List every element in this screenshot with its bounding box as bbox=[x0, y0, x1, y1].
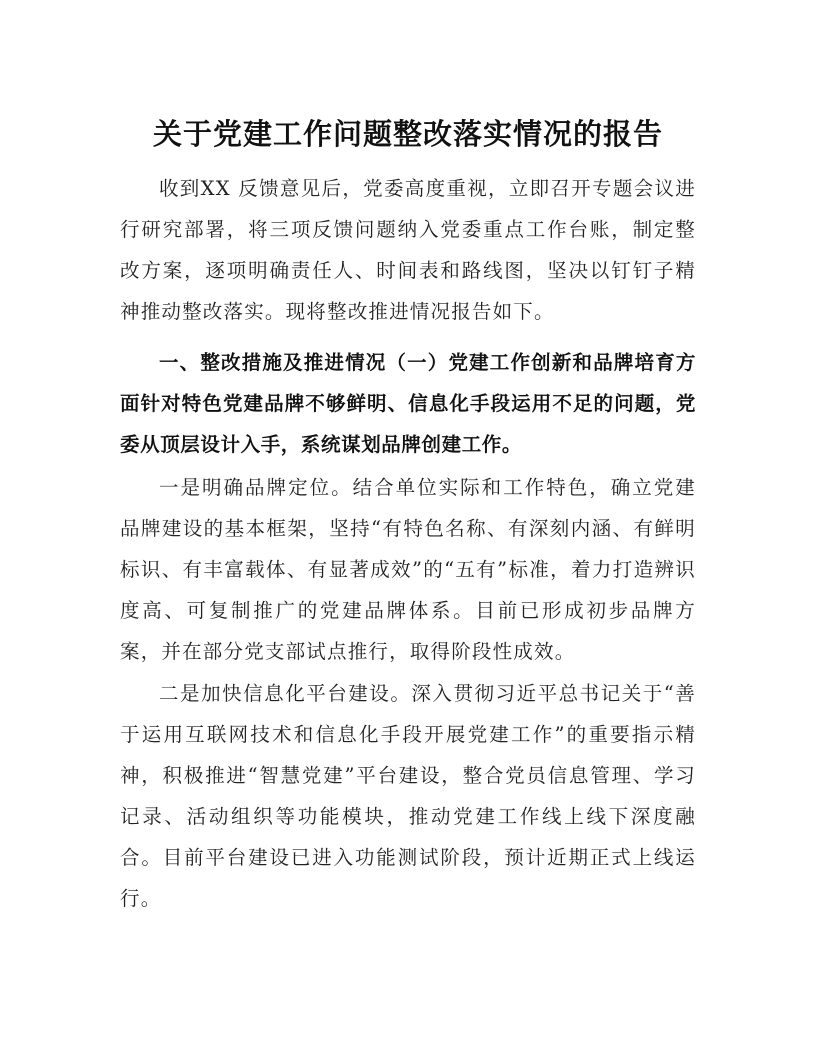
paragraph-intro: 收到XX 反馈意见后，党委高度重视，立即召开专题会议进行研究部署，将三项反馈问题纳入党委重点工作台账，制定整改方案，逐项明确责任人、时间表和路线图，坚决以钉钉子精神推动整改落实。现将整改推进情况报告如下。 bbox=[120, 177, 696, 323]
section-heading-paragraph: 一、整改措施及推进情况（一）党建工作创新和品牌培育方面针对特色党建品牌不够鲜明、信息化手段运用不足的问题，党委从顶层设计入手，系统谋划品牌创建工作。 bbox=[120, 351, 696, 456]
paragraph-brand-positioning: 一是明确品牌定位。结合单位实际和工作特色，确立党建品牌建设的基本框架，坚持“有特色名称、有深刻内涵、有鲜明标识、有丰富载体、有显著成效”的“五有”标准，着力打造辨识度高、可复制推广的党建品牌体系。目前已形成初步品牌方案，并在部分党支部试点推行，取得阶段性成效。 bbox=[120, 476, 696, 663]
document-title: 关于党建工作问题整改落实情况的报告 bbox=[152, 117, 663, 151]
paragraph-information-platform: 二是加快信息化平台建设。深入贯彻习近平总书记关于“善于运用互联网技术和信息化手段开展党建工作”的重要指示精神，积极推进“智慧党建”平台建设，整合党员信息管理、学习记录、活动组织等功能模块，推动党建工作线上线下深度融合。目前平台建设已进入功能测试阶段，预计近期正式上线运行。 bbox=[120, 682, 696, 910]
